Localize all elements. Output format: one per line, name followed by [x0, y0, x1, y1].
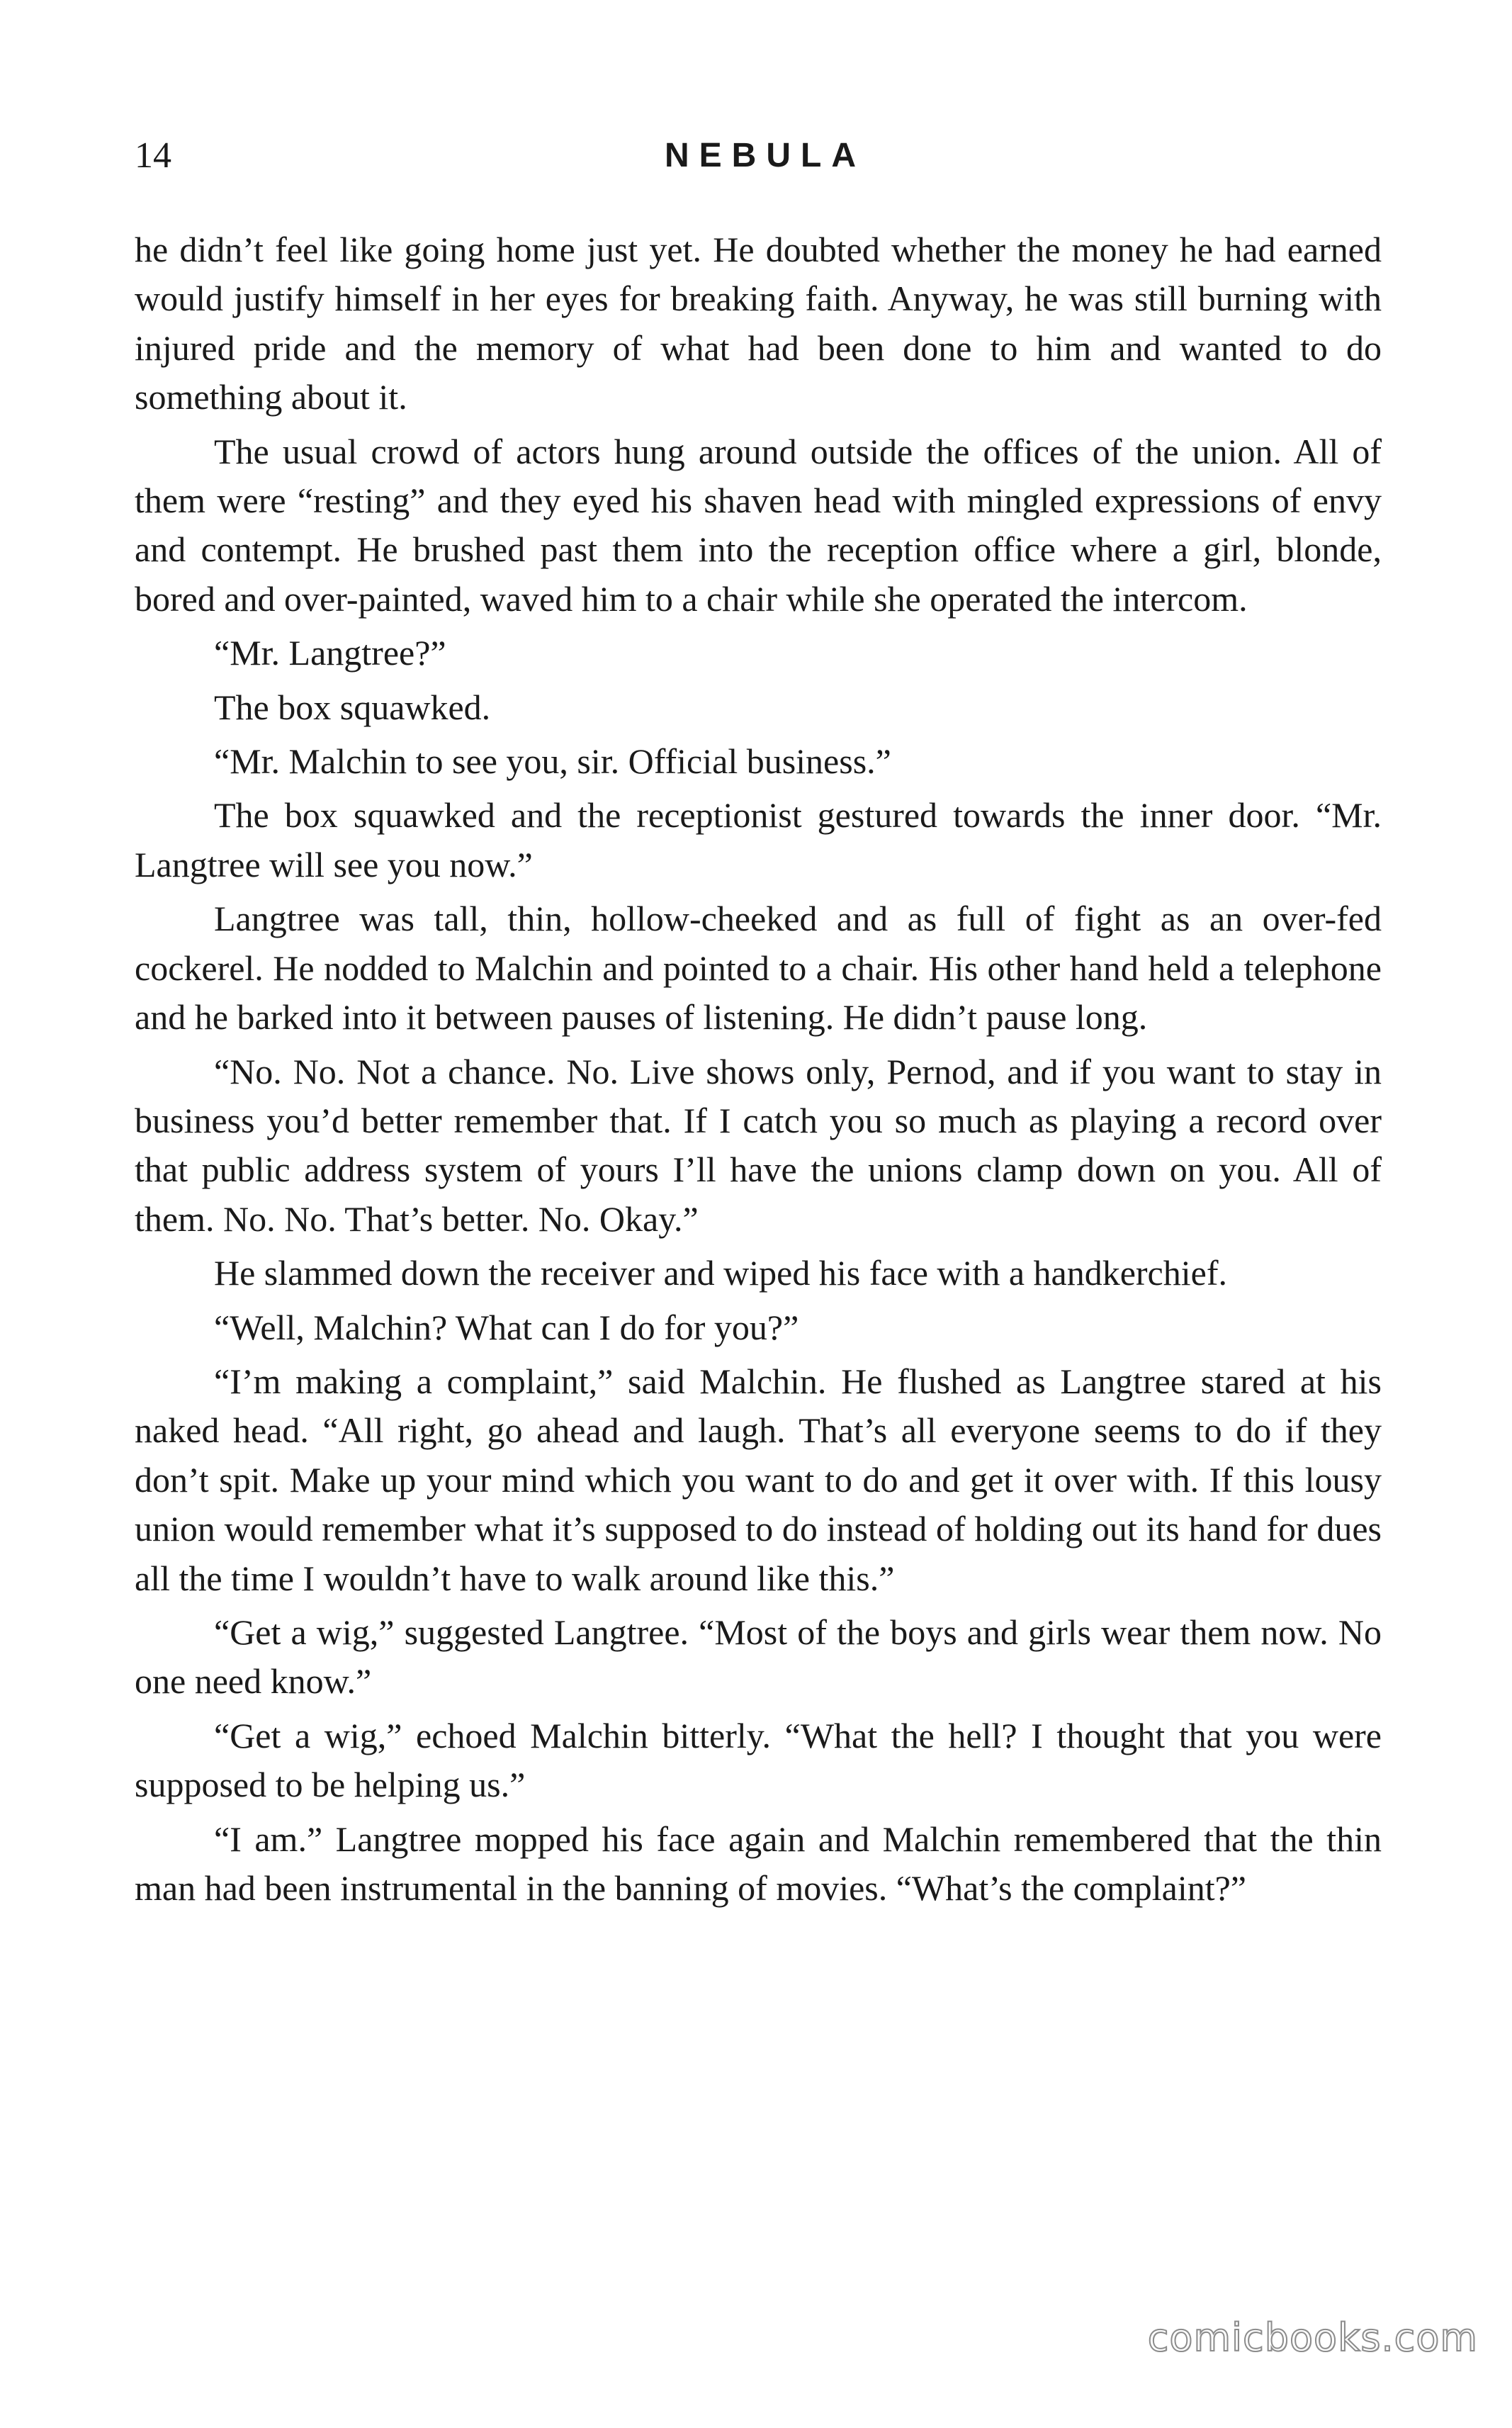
paragraph: “No. No. Not a chance. No. Live shows only, Pernod, and if you want to stay in business you’d better remember that. If I catch you so much as playing a record over that public address system of yours I’ll have the unions clamp down on you. All of them. No. No. That’s better. No. Okay.”	[135, 1051, 1382, 1239]
paragraph: He slammed down the receiver and wiped his face with a handkerchief.	[214, 1253, 1227, 1293]
paragraph: The usual crowd of actors hung around outside the offices of the union. All of them were “resting” and they eyed his shaven head with mingled expressions of envy and contempt. He brushed past them into the reception office where a girl, blonde, bored and over-painted, waved him to a chair while she operated the intercom.	[135, 431, 1382, 619]
paragraph: “Get a wig,” suggested Langtree. “Most of the boys and girls wear them now. No one need know.”	[135, 1612, 1382, 1702]
paragraph: Langtree was tall, thin, hollow-cheeked and as full of fight as an over-fed cockerel. He nodded to Malchin and pointed to a chair. His other hand held a telephone and he barked into it between pauses of listening. He didn’t pause long.	[135, 899, 1382, 1038]
paragraph: he didn’t feel like going home just yet. He doubted whether the money he had earned would justify himself in her eyes for breaking faith. Anyway, he was still burning with injured pride and the memory of what had been done to him and wanted to do something about it.	[135, 230, 1382, 417]
page-number: 14	[135, 135, 171, 176]
page-header	[135, 135, 1396, 177]
paragraph: “Mr. Malchin to see you, sir. Official business.”	[214, 741, 891, 782]
paragraph: “I’m making a complaint,” said Malchin. He flushed as Langtree stared at his naked head. “All right, go ahead and laugh. That’s all everyone seems to do if they don’t spit. Make up your mind which you want to do and get it over with. If this lousy union would remember what it’s supposed to do instead of holding out its hand for dues all the time I wouldn’t have to walk around like this.”	[135, 1361, 1382, 1598]
paragraph: “Mr. Langtree?”	[214, 633, 446, 673]
paragraph: The box squawked and the receptionist gestured towards the inner door. “Mr. Langtree will see you now.”	[135, 795, 1382, 884]
body-text	[135, 225, 1382, 1918]
paragraph: “Get a wig,” echoed Malchin bitterly. “What the hell? I thought that you were supposed to be helping us.”	[135, 1715, 1382, 1805]
paragraph: “Well, Malchin? What can I do for you?”	[214, 1307, 799, 1347]
paragraph: “I am.” Langtree mopped his face again and Malchin remembered that the thin man had been instrumental in the banning of movies. “What’s the complaint?”	[135, 1819, 1382, 1908]
paragraph: The box squawked.	[214, 687, 491, 727]
running-title: NEBULA	[665, 137, 866, 174]
watermark-logo: comicbooks.com	[1147, 2315, 1478, 2360]
